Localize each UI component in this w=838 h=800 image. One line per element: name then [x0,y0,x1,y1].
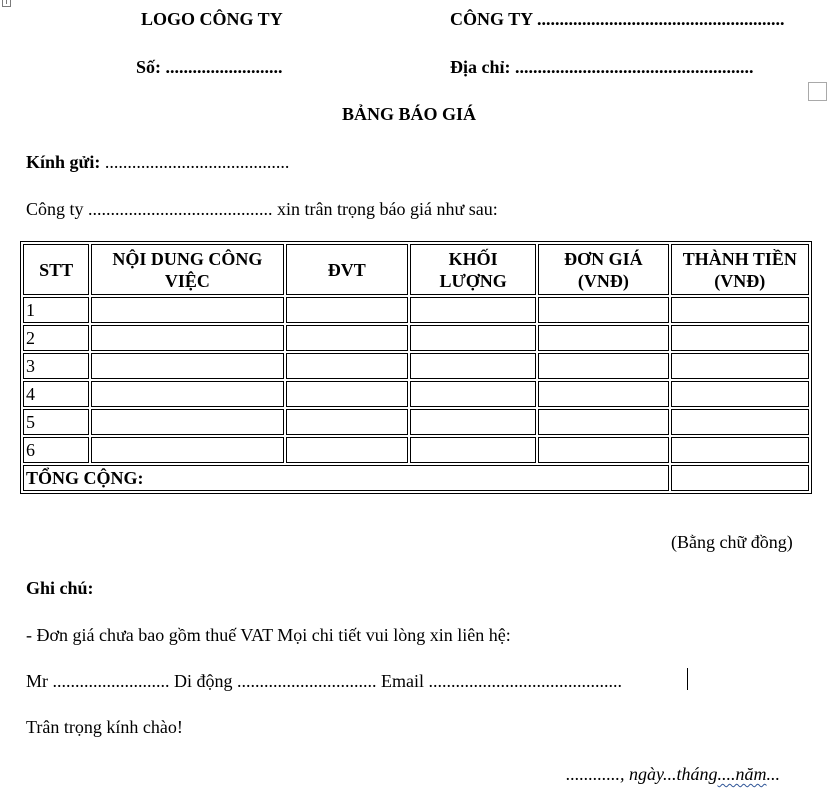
cell-unit-price[interactable] [538,437,668,463]
cell-unit-price[interactable] [538,297,668,323]
cell-quantity[interactable] [410,409,536,435]
cell-unit[interactable] [286,381,408,407]
address-field[interactable]: Địa chỉ: ..................................................... [450,57,754,77]
cell-stt[interactable]: 2 [23,325,89,351]
recipient-label: Kính gửi: [26,152,101,172]
table-row [23,325,809,351]
date-line[interactable] [566,764,780,785]
table-row [23,437,809,463]
table-row [23,297,809,323]
cell-stt[interactable]: 3 [23,353,89,379]
cell-stt[interactable]: 5 [23,409,89,435]
cell-total[interactable] [671,409,809,435]
cell-unit[interactable] [286,297,408,323]
cell-stt[interactable]: 6 [23,437,89,463]
contact-line[interactable]: Mr .......................... Di động ............................... Email ........................................... [26,671,622,691]
col-header-total[interactable]: THÀNH TIỀN (VNĐ) [671,244,809,295]
cell-quantity[interactable] [410,353,536,379]
intro-line[interactable]: Công ty ......................................... xin trân trọng báo giá như sau: [26,199,498,219]
table-row [23,381,809,407]
cell-content[interactable] [91,297,283,323]
cell-stt[interactable]: 4 [23,381,89,407]
notes-vat-line[interactable]: - Đơn giá chưa bao gồm thuế VAT Mọi chi tiết vui lòng xin liên hệ: [26,625,511,645]
company-name-field[interactable]: CÔNG TY ....................................................... [450,9,785,29]
table-total-row [23,465,809,491]
col-header-content[interactable]: NỘI DUNG CÔNG VIỆC [91,244,283,295]
cell-quantity[interactable] [410,437,536,463]
cell-content[interactable] [91,437,283,463]
cell-quantity[interactable] [410,297,536,323]
total-value-cell[interactable] [671,465,809,491]
table-row [23,353,809,379]
col-header-stt[interactable]: STT [23,244,89,295]
company-logo-placeholder: LOGO CÔNG TY [141,9,283,29]
notes-label: Ghi chú: [26,578,94,598]
cell-total[interactable] [671,437,809,463]
quotation-table [20,241,812,494]
col-header-quantity[interactable]: KHỐI LƯỢNG [410,244,536,295]
cell-total[interactable] [671,381,809,407]
cell-total[interactable] [671,297,809,323]
total-label-cell[interactable]: TỔNG CỘNG: [23,465,669,491]
anchor-icon [2,0,11,7]
document-title: BẢNG BÁO GIÁ [342,104,477,124]
cell-stt[interactable]: 1 [23,297,89,323]
cell-unit[interactable] [286,409,408,435]
cell-unit-price[interactable] [538,353,668,379]
cell-total[interactable] [671,353,809,379]
cell-content[interactable] [91,409,283,435]
document-number-field[interactable]: Số: .......................... [136,57,283,77]
recipient-dots[interactable]: ......................................... [100,152,290,172]
cell-unit[interactable] [286,437,408,463]
recipient-line[interactable] [26,152,289,173]
date-suffix: ... [766,764,780,784]
date-underlined: ....năm [717,764,767,784]
date-prefix: ............, ngày...tháng [566,764,718,784]
table-row [23,409,809,435]
cell-unit-price[interactable] [538,325,668,351]
text-frame-handle[interactable] [808,82,827,101]
cell-unit-price[interactable] [538,381,668,407]
cell-unit-price[interactable] [538,409,668,435]
col-header-unit[interactable]: ĐVT [286,244,408,295]
text-cursor [687,668,688,690]
cell-quantity[interactable] [410,325,536,351]
cell-total[interactable] [671,325,809,351]
cell-unit[interactable] [286,353,408,379]
cell-quantity[interactable] [410,381,536,407]
amount-in-words[interactable]: (Bằng chữ đồng) [671,532,793,552]
cell-unit[interactable] [286,325,408,351]
cell-content[interactable] [91,353,283,379]
cell-content[interactable] [91,325,283,351]
col-header-unit-price[interactable]: ĐƠN GIÁ (VNĐ) [538,244,668,295]
table-header-row [23,244,809,295]
cell-content[interactable] [91,381,283,407]
closing-line[interactable]: Trân trọng kính chào! [26,717,183,737]
